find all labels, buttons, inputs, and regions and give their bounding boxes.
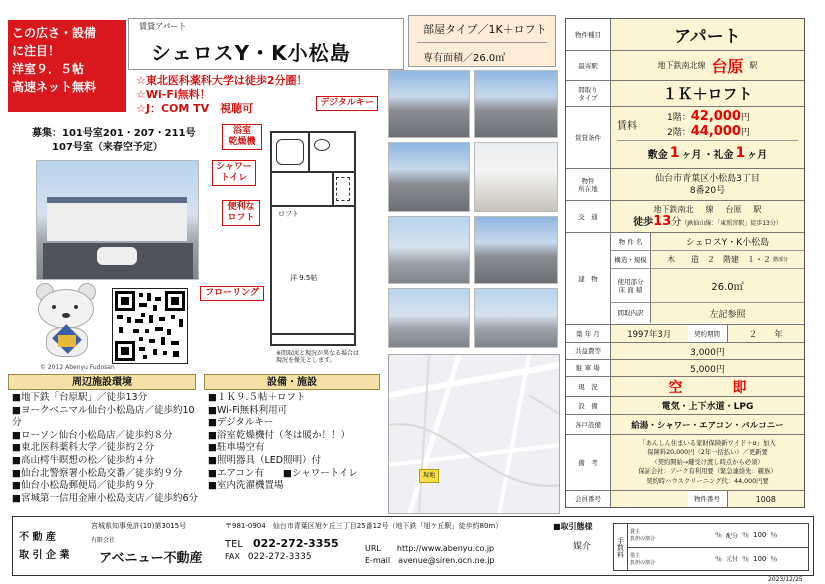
- fax: 022-272-3335: [247, 552, 312, 562]
- promo-banner: [8, 20, 126, 112]
- area-map[interactable]: [388, 354, 560, 514]
- kind-value: アパート: [611, 19, 804, 50]
- callout-loft: 便利な ロフト: [222, 200, 260, 226]
- photo-interior: [474, 142, 558, 212]
- photo-street: [388, 216, 470, 284]
- floorplan-note: ※間取図と現況が異なる場合は 現況を優先とします。: [276, 350, 360, 364]
- feature-1: ☆東北医科薬科大学は徒歩2分圏！: [136, 74, 308, 87]
- list-item: ■仙台北警察署小松島交番／徒歩約９分: [12, 467, 183, 479]
- recruit-line-2: 107号室（来春空予定）: [52, 142, 163, 153]
- layout-value: １Ｋ＋ロフト: [611, 81, 804, 106]
- property-table: [565, 18, 805, 508]
- promo-line: 高速ネット無料: [12, 80, 97, 94]
- footer: 不 動 産 取 引 企 業 宮城県知事免許(10)第3015号 有限会社 アベニュー不動産 〒981-0904 仙台市青葉区旭ケ丘三丁目25番12号（地下鉄「旭ケ丘駅」徒歩約80m） TEL 022-272-3355 FAX 022-272-3335 URL http://www.abenyu.co.jp E-mail avenue@siren.ocn.ne.jp ■取引態様 媒介 手数料 貸主 負担の割合 ％ 配分 ％ 100 ％ 借主 負担の割合 ％ 元付 ％ 100 ％: [12, 516, 814, 576]
- env-header: 周辺施設環境: [8, 374, 196, 390]
- property-name: シェロスY・K小松島: [151, 41, 351, 65]
- row-remarks: 備 考 「あんしん住まいる家財保険新ワイド＋α」加入 保険料20,000円（2年一括払い）／更新要 （契約開始→鍵受け渡し時点から必須） 保証会社：アーク有利用要（緊急連絡先：親族） 契約時ハウスクリーニング代：44,000円要: [566, 435, 804, 491]
- room-type: 部屋タイプ／1K＋ロフト: [423, 23, 547, 36]
- row-parking: 駐 車 場 5,000円: [566, 360, 804, 377]
- list-item: ■ローソン仙台小松島店／徒歩約８分: [12, 429, 173, 441]
- type-box: [408, 15, 556, 67]
- list-item: ■地下鉄「台原駅」／徒歩13分: [12, 392, 148, 403]
- promo-line: に注目！: [12, 44, 61, 58]
- row-building: 建 物 物 件 名 シェロスY・K小松島 構造・規模 木 造 ２ 階建 １・２ 階部分 使用部分 床 面 積 26.0㎡ 間取内訳 左記参照: [566, 233, 804, 325]
- title-box: [128, 18, 404, 70]
- list-item: ■照明器具（LED照明）付: [208, 454, 322, 466]
- row-station: 最寄駅 地下鉄南北線 台原 駅: [566, 51, 804, 81]
- photo-parking: [388, 142, 470, 212]
- equip-list: [208, 392, 384, 493]
- list-item: ■東北医科薬科大学／徒歩約２分: [12, 442, 154, 454]
- equip-header: 設備・施設: [204, 374, 380, 390]
- email-link[interactable]: avenue@siren.ocn.ne.jp: [398, 556, 495, 565]
- feature-2: ☆Wi-Fi無料！: [136, 88, 211, 101]
- row-address: 物件 所在地 仙台市青葉区小松島3丁目 8番20号: [566, 169, 804, 201]
- footer-left: 不 動 産 取 引 企 業: [19, 532, 70, 561]
- floorplan: [270, 131, 356, 346]
- callout-digital-key: デジタルキー: [316, 96, 378, 111]
- row-member: 会員番号 物件番号 1008: [566, 491, 804, 507]
- row-common: 共益費等 3,000円: [566, 343, 804, 360]
- photo-campus-2: [474, 288, 558, 348]
- rent-1f: 42,000: [690, 108, 741, 124]
- station-value: 台原: [711, 57, 744, 76]
- list-item: ■浴室乾燥機付（冬は暖か！！）: [208, 429, 350, 441]
- row-utility: 設 備 電気・上下水道・LPG: [566, 397, 804, 415]
- category-label: 賃貸アパート: [139, 22, 187, 31]
- tel[interactable]: 022-272-3355: [253, 537, 339, 550]
- photo-store: [474, 216, 558, 284]
- photo-campus-1: [388, 288, 470, 348]
- issue-date: 2023/12/25: [768, 576, 803, 583]
- photo-exterior-1: [388, 70, 470, 138]
- promo-line: 洋室９．５帖: [12, 62, 85, 76]
- building-photo: [36, 160, 199, 280]
- row-facility: 各戸設備 給湯・シャワー・エアコン・バルコニー: [566, 415, 804, 435]
- row-rent: 賃貸条件 賃料 1階：42,000円 2階：44,000円 敷金 1 ヶ月 ・礼金 1 ヶ月: [566, 107, 804, 169]
- floor-area: 専有面積／26.0㎡: [423, 53, 506, 64]
- bear-mascot-icon: [30, 283, 104, 363]
- url-link[interactable]: http://www.abenyu.co.jp: [396, 544, 495, 553]
- list-item: ■デジタルキー: [208, 417, 274, 429]
- list-item: ■１Ｋ９.５帖＋ロフト: [208, 392, 306, 403]
- fp-room: 洋 9.5帖: [290, 274, 318, 282]
- callout-flooring: フローリング: [200, 286, 264, 301]
- env-list: [12, 392, 202, 505]
- row-built: 築 年 月 1997年3月 契約期間 ２ 年: [566, 325, 804, 343]
- map-marker: 現地: [419, 469, 439, 483]
- fee-table: 手数料 貸主 負担の割合 ％ 配分 ％ 100 ％ 借主 負担の割合 ％ 元付 ％ 100 ％: [613, 523, 809, 571]
- list-item: ■室内洗濯機置場: [208, 480, 284, 492]
- list-item: ■駐車場空有: [208, 442, 265, 454]
- list-item: ■ヨークベニマル仙台小松島店／徒歩約10分: [12, 404, 195, 429]
- row-kind: 物件種目 アパート: [566, 19, 804, 51]
- promo-line: この広さ・設備: [12, 26, 97, 40]
- recruit-rooms: [32, 127, 196, 155]
- copyright: © 2012 Abenyu Fudosan: [40, 364, 115, 371]
- rent-2f: 44,000: [690, 123, 741, 139]
- company-name: アベニュー不動産: [99, 551, 203, 566]
- fp-loft: ロフト: [278, 210, 299, 218]
- list-item: ■宮城第一信用金庫小松島支店／徒歩約6分: [12, 492, 199, 504]
- callout-bath: 浴室 乾燥機: [222, 124, 262, 150]
- qr-code-icon[interactable]: [112, 288, 188, 364]
- row-layout: 間取り タイプ １Ｋ＋ロフト: [566, 81, 804, 107]
- row-status: 現 況 空 即: [566, 377, 804, 397]
- list-item: ■エアコン有 ■シャワートイレ: [208, 467, 358, 479]
- photo-exterior-2: [474, 70, 558, 138]
- list-item: ■高山樗牛瞑想の松／徒歩約４分: [12, 454, 154, 466]
- recruit-line-1: 募集：101号室201・207・211号: [32, 128, 196, 139]
- list-item: ■Wi-Fi無料利用可: [208, 404, 288, 416]
- row-traffic: 交 通 地下鉄南北 線 台原 駅 徒歩13分（JR仙山線：「東照宮駅」徒歩13分）: [566, 201, 804, 233]
- list-item: ■仙台小松島郵便局／徒歩約９分: [12, 480, 154, 492]
- feature-3: ☆J：COM TV 視聴可: [136, 102, 254, 115]
- callout-shower: シャワー トイレ: [212, 160, 256, 186]
